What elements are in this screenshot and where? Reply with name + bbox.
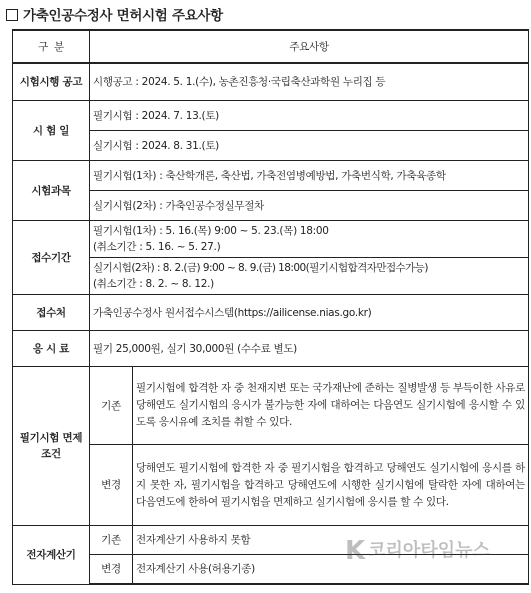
calculator-changed-label: 변경 bbox=[90, 555, 133, 585]
fee-text: 필기 25,000원, 실기 30,000원 (수수료 별도) bbox=[90, 331, 529, 367]
row-office bbox=[13, 295, 529, 331]
table-header-row bbox=[13, 30, 529, 63]
office-text: 가축인공수정사 원서접수시스템(https://ailicense.nias.go.kr) bbox=[90, 295, 529, 331]
header-details: 주요사항 bbox=[90, 30, 529, 63]
watermark-logo bbox=[345, 536, 490, 566]
category-exemption: 필기시험 면제조건 bbox=[13, 367, 90, 526]
application-practical bbox=[90, 258, 529, 295]
exemption-changed-text: 당해연도 필기시험에 합격한 자 중 필기시험을 합격하고 당해연도 실기시험에 응시를 하지 못한 자, 필기시험을 합격하고 당해연도에 시행한 실기시험에 탈락한 자에 대하여는 다음연도에 한하여 필기시험을 면제하고 실기시험에 응시를 할 수 있다. bbox=[133, 445, 529, 526]
row-exam-date-written bbox=[13, 101, 529, 131]
exam-date-practical: 실기시험 : 2024. 8. 31.(토) bbox=[90, 131, 529, 161]
row-subjects-written bbox=[13, 161, 529, 191]
row-application-practical bbox=[13, 258, 529, 295]
subjects-written: 필기시험(1차) : 축산학개론, 축산법, 가축전염병예방법, 가축번식학, 가축육종학 bbox=[90, 161, 529, 191]
exam-date-written: 필기시험 : 2024. 7. 13.(토) bbox=[90, 101, 529, 131]
row-exemption-changed bbox=[13, 445, 529, 526]
document-title bbox=[6, 4, 223, 24]
category-office: 접수처 bbox=[13, 295, 90, 331]
category-announcement: 시험시행 공고 bbox=[13, 63, 90, 101]
application-written bbox=[90, 221, 529, 258]
calculator-existing-text: 전자계산기 사용하지 못함 bbox=[133, 526, 529, 555]
header-category: 구 분 bbox=[13, 30, 90, 63]
application-practical-cancel: (취소기간 : 8. 2. ~ 8. 12.) bbox=[93, 278, 214, 290]
application-written-period: 필기시험(1차) : 5. 16.(목) 9:00 ~ 5. 23.(목) 18:00 bbox=[93, 225, 329, 237]
subjects-practical: 실기시험(2차) : 가축인공수정실무절차 bbox=[90, 191, 529, 221]
exam-info-table bbox=[12, 29, 529, 585]
document-title-text: 가축인공수정사 면허시험 주요사항 bbox=[23, 8, 223, 24]
category-fee: 응 시 료 bbox=[13, 331, 90, 367]
calculator-changed-text: 전자계산기 사용(허용기종) bbox=[133, 555, 529, 585]
row-exemption-existing bbox=[13, 367, 529, 445]
row-exam-date-practical bbox=[13, 131, 529, 161]
announcement-text: 시행공고 : 2024. 5. 1.(수), 농촌진흥청·국립축산과학원 누리집 등 bbox=[90, 63, 529, 101]
category-exam-date: 시 험 일 bbox=[13, 101, 90, 161]
row-announcement bbox=[13, 63, 529, 101]
exemption-existing-label: 기존 bbox=[90, 367, 133, 445]
row-application-written bbox=[13, 221, 529, 258]
watermark-text: 코리아타임뉴스 bbox=[368, 540, 490, 561]
row-fee bbox=[13, 331, 529, 367]
category-subjects: 시험과목 bbox=[13, 161, 90, 221]
calculator-existing-label: 기존 bbox=[90, 526, 133, 555]
k-logo-icon: K bbox=[345, 536, 366, 566]
category-application: 접수기간 bbox=[13, 221, 90, 295]
checkbox-square-icon bbox=[6, 9, 18, 21]
category-calculator: 전자계산기 bbox=[13, 526, 90, 585]
application-written-cancel: (취소기간 : 5. 16. ~ 5. 27.) bbox=[93, 241, 221, 253]
row-subjects-practical bbox=[13, 191, 529, 221]
exemption-existing-text: 필기시험에 합격한 자 중 천재지변 또는 국가재난에 준하는 질병발생 등 부득이한 사유로 당해연도 실기시험의 응시가 불가능한 자에 대하여는 다음연도 실기시험에 응시할 수 있도록 응시유예 조치를 취할 수 있다. bbox=[133, 367, 529, 445]
application-practical-period: 실기시험(2차) : 8. 2.(금) 9:00 ~ 8. 9.(금) 18:00(필기시험합격자만접수가능) bbox=[93, 262, 428, 274]
exemption-changed-label: 변경 bbox=[90, 445, 133, 526]
